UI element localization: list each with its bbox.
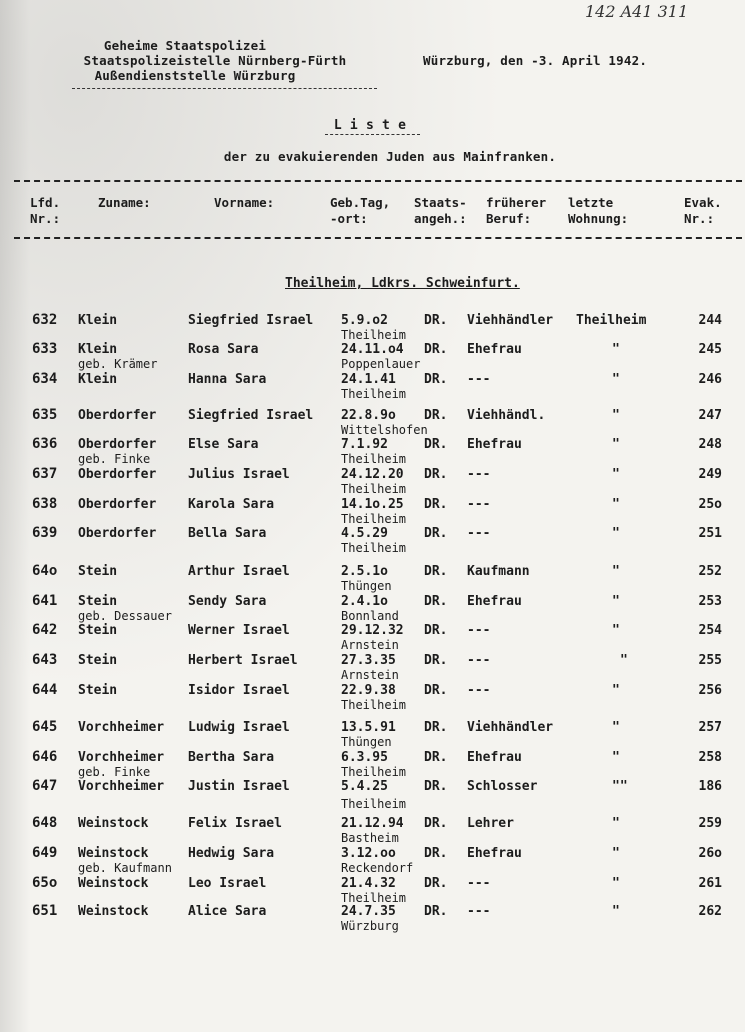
table-row: [0, 904, 745, 944]
evak-number: 186: [698, 779, 722, 794]
birth-place: Theilheim: [341, 512, 407, 526]
birth-place: Arnstein: [341, 668, 399, 682]
first-name: Isidor Israel: [188, 683, 290, 698]
surname: Weinstock: [78, 904, 149, 919]
birth-place: Theilheim: [341, 328, 407, 342]
birth-date: 2.4.1o: [341, 594, 388, 609]
birth-place: Poppenlauer: [341, 357, 421, 371]
nationality: DR.: [424, 408, 448, 423]
col-header-residence: letzte Wohnung:: [568, 195, 629, 226]
first-name: Else Sara: [188, 437, 259, 452]
birth-date: 2.5.1o: [341, 564, 388, 579]
residence: ": [612, 816, 620, 831]
birth-place: Bastheim: [341, 831, 399, 845]
section-heading: Theilheim, Ldkrs. Schweinfurt.: [285, 276, 520, 291]
first-name: Arthur Israel: [188, 564, 290, 579]
occupation: ---: [467, 623, 491, 638]
first-name: Karola Sara: [188, 497, 275, 512]
col-header-firstname: Vorname:: [214, 195, 275, 210]
birth-date: 27.3.35: [341, 653, 396, 668]
surname: Oberdorfer: [78, 408, 157, 423]
row-number: 648: [32, 815, 58, 831]
birth-date: 21.12.94: [341, 816, 404, 831]
surname: Stein: [78, 594, 118, 609]
row-number: 632: [32, 312, 58, 328]
birth-place: Theilheim: [341, 765, 407, 779]
table-row: [0, 779, 745, 819]
row-number: 636: [32, 436, 58, 452]
birth-date: 5.9.o2: [341, 313, 388, 328]
evak-number: 252: [698, 564, 722, 579]
title-underline: [325, 134, 420, 135]
row-number: 637: [32, 466, 58, 482]
handwritten-archive-number: 142 A41 311: [585, 2, 689, 21]
birth-place: Theilheim: [341, 452, 407, 466]
nationality: DR.: [424, 653, 448, 668]
residence: ": [612, 526, 620, 541]
birth-date: 24.7.35: [341, 904, 396, 919]
birth-place: Würzburg: [341, 919, 399, 933]
occupation: Viehhändler: [467, 313, 554, 328]
surname: Klein: [78, 372, 118, 387]
birth-place: Theilheim: [341, 698, 407, 712]
birth-date: 22.9.38: [341, 683, 396, 698]
occupation: Schlosser: [467, 779, 538, 794]
document-title: L i s t e: [333, 118, 407, 133]
residence: ": [612, 408, 620, 423]
row-number: 65o: [32, 875, 58, 891]
authority-line-1: Geheime Staatspolizei: [103, 38, 267, 53]
residence: ": [612, 594, 620, 609]
occupation: ---: [467, 653, 491, 668]
occupation: Ehefrau: [467, 594, 522, 609]
birth-place: Wittelshofen: [341, 423, 428, 437]
residence: ": [612, 372, 620, 387]
first-name: Bella Sara: [188, 526, 267, 541]
row-number: 639: [32, 525, 58, 541]
nationality: DR.: [424, 313, 448, 328]
residence: ": [612, 720, 620, 735]
authority-line-2: Staatspolizeistelle Nürnberg-Fürth: [83, 53, 347, 68]
row-number: 638: [32, 496, 58, 512]
residence: ": [620, 653, 628, 668]
evak-number: 255: [698, 653, 722, 668]
row-number: 64o: [32, 563, 58, 579]
row-number: 647: [32, 778, 58, 794]
nationality: DR.: [424, 342, 448, 357]
birth-date: 4.5.29: [341, 526, 388, 541]
birth-place: Theilheim: [341, 482, 407, 496]
row-number: 634: [32, 371, 58, 387]
surname: Stein: [78, 683, 118, 698]
row-number: 642: [32, 622, 58, 638]
col-header-evak: Evak. Nr.:: [684, 195, 722, 226]
occupation: Viehhändl.: [467, 408, 546, 423]
first-name: Ludwig Israel: [188, 720, 290, 735]
maiden-name: geb. Kaufmann: [78, 861, 172, 875]
nationality: DR.: [424, 564, 448, 579]
authority-line-3: Außendienststelle Würzburg: [94, 68, 296, 83]
surname: Weinstock: [78, 846, 149, 861]
occupation: Ehefrau: [467, 846, 522, 861]
maiden-name: geb. Finke: [78, 765, 151, 779]
occupation: ---: [467, 683, 491, 698]
table-row: [0, 372, 745, 412]
nationality: DR.: [424, 594, 448, 609]
evak-number: 261: [698, 876, 722, 891]
row-number: 641: [32, 593, 58, 609]
evak-number: 25o: [698, 497, 722, 512]
evak-number: 246: [698, 372, 722, 387]
occupation: ---: [467, 467, 491, 482]
evak-number: 247: [698, 408, 722, 423]
nationality: DR.: [424, 467, 448, 482]
nationality: DR.: [424, 779, 448, 794]
maiden-name: geb. Krämer: [78, 357, 158, 371]
nationality: DR.: [424, 846, 448, 861]
nationality: DR.: [424, 437, 448, 452]
birth-date: 3.12.oo: [341, 846, 396, 861]
birth-date: 22.8.9o: [341, 408, 396, 423]
birth-date: 24.1.41: [341, 372, 396, 387]
surname: Oberdorfer: [78, 497, 157, 512]
row-number: 643: [32, 652, 58, 668]
birth-date: 13.5.91: [341, 720, 396, 735]
occupation: Lehrer: [467, 816, 514, 831]
birth-place: Theilheim: [341, 891, 407, 905]
col-header-birth: Geb.Tag, -ort:: [330, 195, 391, 226]
occupation: Ehefrau: [467, 437, 522, 452]
maiden-name: geb. Dessauer: [78, 609, 172, 623]
residence: ": [612, 342, 620, 357]
col-header-lfd: Lfd. Nr.:: [30, 195, 61, 226]
residence: ": [612, 623, 620, 638]
evak-number: 249: [698, 467, 722, 482]
header-rule-top: [14, 180, 742, 182]
occupation: Ehefrau: [467, 750, 522, 765]
col-header-nationality: Staats- angeh.:: [414, 195, 467, 226]
col-header-surname: Zuname:: [98, 195, 151, 210]
birth-date: 14.1o.25: [341, 497, 404, 512]
surname: Weinstock: [78, 816, 149, 831]
occupation: ---: [467, 372, 491, 387]
birth-place: Reckendorf: [341, 861, 414, 875]
residence: ": [612, 564, 620, 579]
birth-place: Theilheim: [341, 797, 407, 811]
evak-number: 244: [698, 313, 722, 328]
occupation: ---: [467, 526, 491, 541]
document-subtitle: der zu evakuierenden Juden aus Mainfranken.: [223, 149, 557, 164]
evak-number: 248: [698, 437, 722, 452]
birth-place: Thüngen: [341, 735, 392, 749]
evak-number: 254: [698, 623, 722, 638]
evak-number: 262: [698, 904, 722, 919]
birth-date: 24.11.o4: [341, 342, 404, 357]
first-name: Hedwig Sara: [188, 846, 275, 861]
first-name: Leo Israel: [188, 876, 267, 891]
residence: ": [612, 750, 620, 765]
nationality: DR.: [424, 497, 448, 512]
evak-number: 259: [698, 816, 722, 831]
first-name: Hanna Sara: [188, 372, 267, 387]
occupation: Ehefrau: [467, 342, 522, 357]
nationality: DR.: [424, 720, 448, 735]
evak-number: 253: [698, 594, 722, 609]
birth-place: Bonnland: [341, 609, 399, 623]
birth-date: 6.3.95: [341, 750, 388, 765]
surname: Klein: [78, 342, 118, 357]
surname: Stein: [78, 564, 118, 579]
birth-date: 21.4.32: [341, 876, 396, 891]
surname: Vorchheimer: [78, 779, 165, 794]
birth-place: Thüngen: [341, 579, 392, 593]
row-number: 646: [32, 749, 58, 765]
first-name: Justin Israel: [188, 779, 290, 794]
birth-place: Theilheim: [341, 387, 407, 401]
surname: Klein: [78, 313, 118, 328]
evak-number: 258: [698, 750, 722, 765]
evak-number: 245: [698, 342, 722, 357]
nationality: DR.: [424, 816, 448, 831]
residence: "": [612, 779, 628, 794]
evak-number: 251: [698, 526, 722, 541]
nationality: DR.: [424, 372, 448, 387]
occupation: ---: [467, 876, 491, 891]
residence: Theilheim: [576, 313, 647, 328]
first-name: Siegfried Israel: [188, 408, 314, 423]
surname: Vorchheimer: [78, 750, 165, 765]
nationality: DR.: [424, 683, 448, 698]
row-number: 651: [32, 903, 58, 919]
first-name: Herbert Israel: [188, 653, 298, 668]
residence: ": [612, 467, 620, 482]
residence: ": [612, 497, 620, 512]
occupation: Kaufmann: [467, 564, 530, 579]
birth-date: 29.12.32: [341, 623, 404, 638]
row-number: 644: [32, 682, 58, 698]
birth-date: 24.12.20: [341, 467, 404, 482]
surname: Stein: [78, 623, 118, 638]
row-number: 635: [32, 407, 58, 423]
first-name: Werner Israel: [188, 623, 290, 638]
header-rule-bottom: [14, 237, 742, 239]
occupation: ---: [467, 904, 491, 919]
maiden-name: geb. Finke: [78, 452, 151, 466]
surname: Oberdorfer: [78, 437, 157, 452]
authority-underline: [72, 88, 377, 89]
occupation: Viehhändler: [467, 720, 554, 735]
residence: ": [612, 437, 620, 452]
first-name: Julius Israel: [188, 467, 290, 482]
first-name: Siegfried Israel: [188, 313, 314, 328]
residence: ": [612, 904, 620, 919]
row-number: 633: [32, 341, 58, 357]
birth-date: 5.4.25: [341, 779, 388, 794]
residence: ": [612, 683, 620, 698]
surname: Oberdorfer: [78, 467, 157, 482]
row-number: 645: [32, 719, 58, 735]
nationality: DR.: [424, 904, 448, 919]
place-and-date: Würzburg, den -3. April 1942.: [423, 53, 648, 68]
residence: ": [612, 876, 620, 891]
birth-place: Theilheim: [341, 541, 407, 555]
nationality: DR.: [424, 526, 448, 541]
table-row: [0, 683, 745, 723]
first-name: Sendy Sara: [188, 594, 267, 609]
first-name: Felix Israel: [188, 816, 282, 831]
birth-date: 7.1.92: [341, 437, 388, 452]
residence: ": [612, 846, 620, 861]
nationality: DR.: [424, 623, 448, 638]
first-name: Alice Sara: [188, 904, 267, 919]
table-row: [0, 526, 745, 566]
evak-number: 257: [698, 720, 722, 735]
evak-number: 26o: [698, 846, 722, 861]
col-header-occupation: früherer Beruf:: [486, 195, 547, 226]
surname: Stein: [78, 653, 118, 668]
nationality: DR.: [424, 876, 448, 891]
surname: Weinstock: [78, 876, 149, 891]
birth-place: Arnstein: [341, 638, 399, 652]
first-name: Rosa Sara: [188, 342, 259, 357]
evak-number: 256: [698, 683, 722, 698]
nationality: DR.: [424, 750, 448, 765]
occupation: ---: [467, 497, 491, 512]
row-number: 649: [32, 845, 58, 861]
surname: Oberdorfer: [78, 526, 157, 541]
first-name: Bertha Sara: [188, 750, 275, 765]
surname: Vorchheimer: [78, 720, 165, 735]
